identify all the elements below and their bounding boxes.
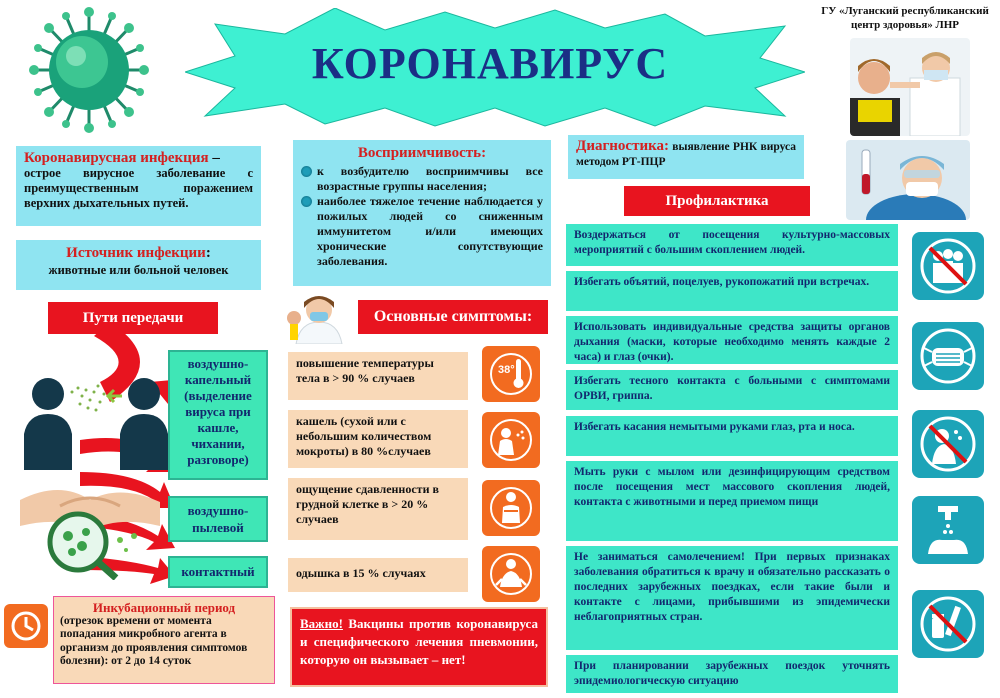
symptom-shortness-of-breath: одышка в 15 % случаях <box>288 558 468 592</box>
symptom-chest-pressure: ощущение сдавленности в грудной клетке в > 20 % случаев <box>288 478 468 540</box>
symptom-fever: повышение температуры тела в > 90 % случаев <box>288 352 468 400</box>
breathlessness-icon <box>482 546 540 602</box>
face-mask-icon <box>912 322 984 390</box>
infection-source-heading: Источник инфекции <box>66 245 206 261</box>
prevention-item: Избегать тесного контакта с больными с симптомами ОРВИ, гриппа. <box>566 370 898 410</box>
incubation-text: (отрезок времени от момента попадания микробного агента в организм до проявления симптомов болезни): от 2 до 14 суток <box>60 614 248 667</box>
cough-icon <box>482 412 540 468</box>
diagnostics-heading: Диагностика: <box>576 138 669 154</box>
transmission-airborne-dust: воздушно-пылевой <box>168 496 268 542</box>
list-item: к возбудителю восприимчивы все возрастные группы населения; <box>301 164 543 194</box>
transmission-airborne-droplet: воздушно-капельный (выделение вируса при кашле, чихании, разговоре) <box>168 350 268 480</box>
symptom-cough: кашель (сухой или с небольшим количеством мокроты) в 80 %случаев <box>288 410 468 468</box>
important-notice: Важно! Вакцины против коронавируса и специфического лечения пневмонии, которую он вызывает – нет! <box>290 607 548 687</box>
prevention-item: Мыть руки с мылом или дезинфицирующим средством после посещения мест массового скопления людей, контакта с животными и перед приемом пищи <box>566 461 898 541</box>
diagnostics-box <box>568 135 804 179</box>
diagnostics-text: выявление РНК вируса методом РТ-ПЦР <box>576 141 796 168</box>
doctor-examination-photo <box>850 38 970 136</box>
prevention-item: Не заниматься самолечением! При первых признаках заболевания обратиться к врачу и обязательно рассказать о последних зарубежных поездках, если такие были и контакте с лицами, прибывшими из эпидемически неблагоприятных стран. <box>566 546 898 650</box>
prevention-item: Избегать объятий, поцелуев, рукопожатий при встречах. <box>566 271 898 311</box>
contact-transmission-icon <box>20 470 160 580</box>
infection-source-box: Источник инфекции: животные или больной человек <box>16 240 261 290</box>
prevention-item: Избегать касания немытыми руками глаз, рта и носа. <box>566 416 898 456</box>
virus-illustration <box>14 6 164 134</box>
infection-source-text: животные или больной человек <box>48 263 229 277</box>
clock-icon <box>4 604 48 648</box>
no-self-medication-icon <box>912 590 984 658</box>
incubation-period-box <box>53 596 275 684</box>
organization-label: ГУ «Луганский республиканский центр здоровья» ЛНР <box>821 5 989 31</box>
bullet-icon <box>301 196 312 207</box>
list-item: наиболее тяжелое течение наблюдается у пожилых людей со сниженным иммунитетом и/или имеющих хронические сопутствующие заболевания. <box>301 194 543 269</box>
hand-washing-icon <box>912 496 984 564</box>
transmission-title: Пути передачи <box>48 302 218 334</box>
prevention-item: Воздержаться от посещения культурно-массовых мероприятий с большим скоплением людей. <box>566 224 898 266</box>
definition-heading: Коронавирусная инфекция <box>24 150 209 166</box>
bullet-icon <box>301 166 312 177</box>
incubation-heading: Инкубационный период <box>92 600 236 615</box>
chest-pain-icon <box>482 480 540 536</box>
susceptibility-heading: Восприимчивость: <box>357 145 487 161</box>
prevention-item: Использовать индивидуальные средства защиты органов дыхания (маски, которые необходимо менять каждые 2 часа) и глаз (очки). <box>566 316 898 364</box>
susceptibility-box <box>293 140 551 286</box>
nurse-with-mask-image <box>286 288 352 344</box>
thermometer-icon <box>482 346 540 402</box>
transmission-contact: контактный <box>168 556 268 588</box>
doctor-test-tube-photo <box>846 140 970 220</box>
prevention-title: Профилактика <box>624 186 810 216</box>
symptoms-title: Основные симптомы: <box>358 300 548 334</box>
prevention-item: При планировании зарубежных поездок уточнять эпидемиологическую ситуацию <box>566 655 898 693</box>
page-title: КОРОНАВИРУС <box>311 39 669 88</box>
definition-box: Коронавирусная инфекция – острое вирусное заболевание с преимущественным поражением верхних дыхательных путей. <box>16 146 261 226</box>
no-crowds-icon <box>912 232 984 300</box>
definition-text: острое вирусное заболевание с преимущественным поражением верхних дыхательных путей. <box>24 166 253 210</box>
svg-text:38°: 38° <box>498 364 515 376</box>
airborne-transmission-icon <box>24 374 168 470</box>
no-sneezing-contact-icon <box>912 410 984 478</box>
important-lead: Важно! <box>300 616 343 631</box>
